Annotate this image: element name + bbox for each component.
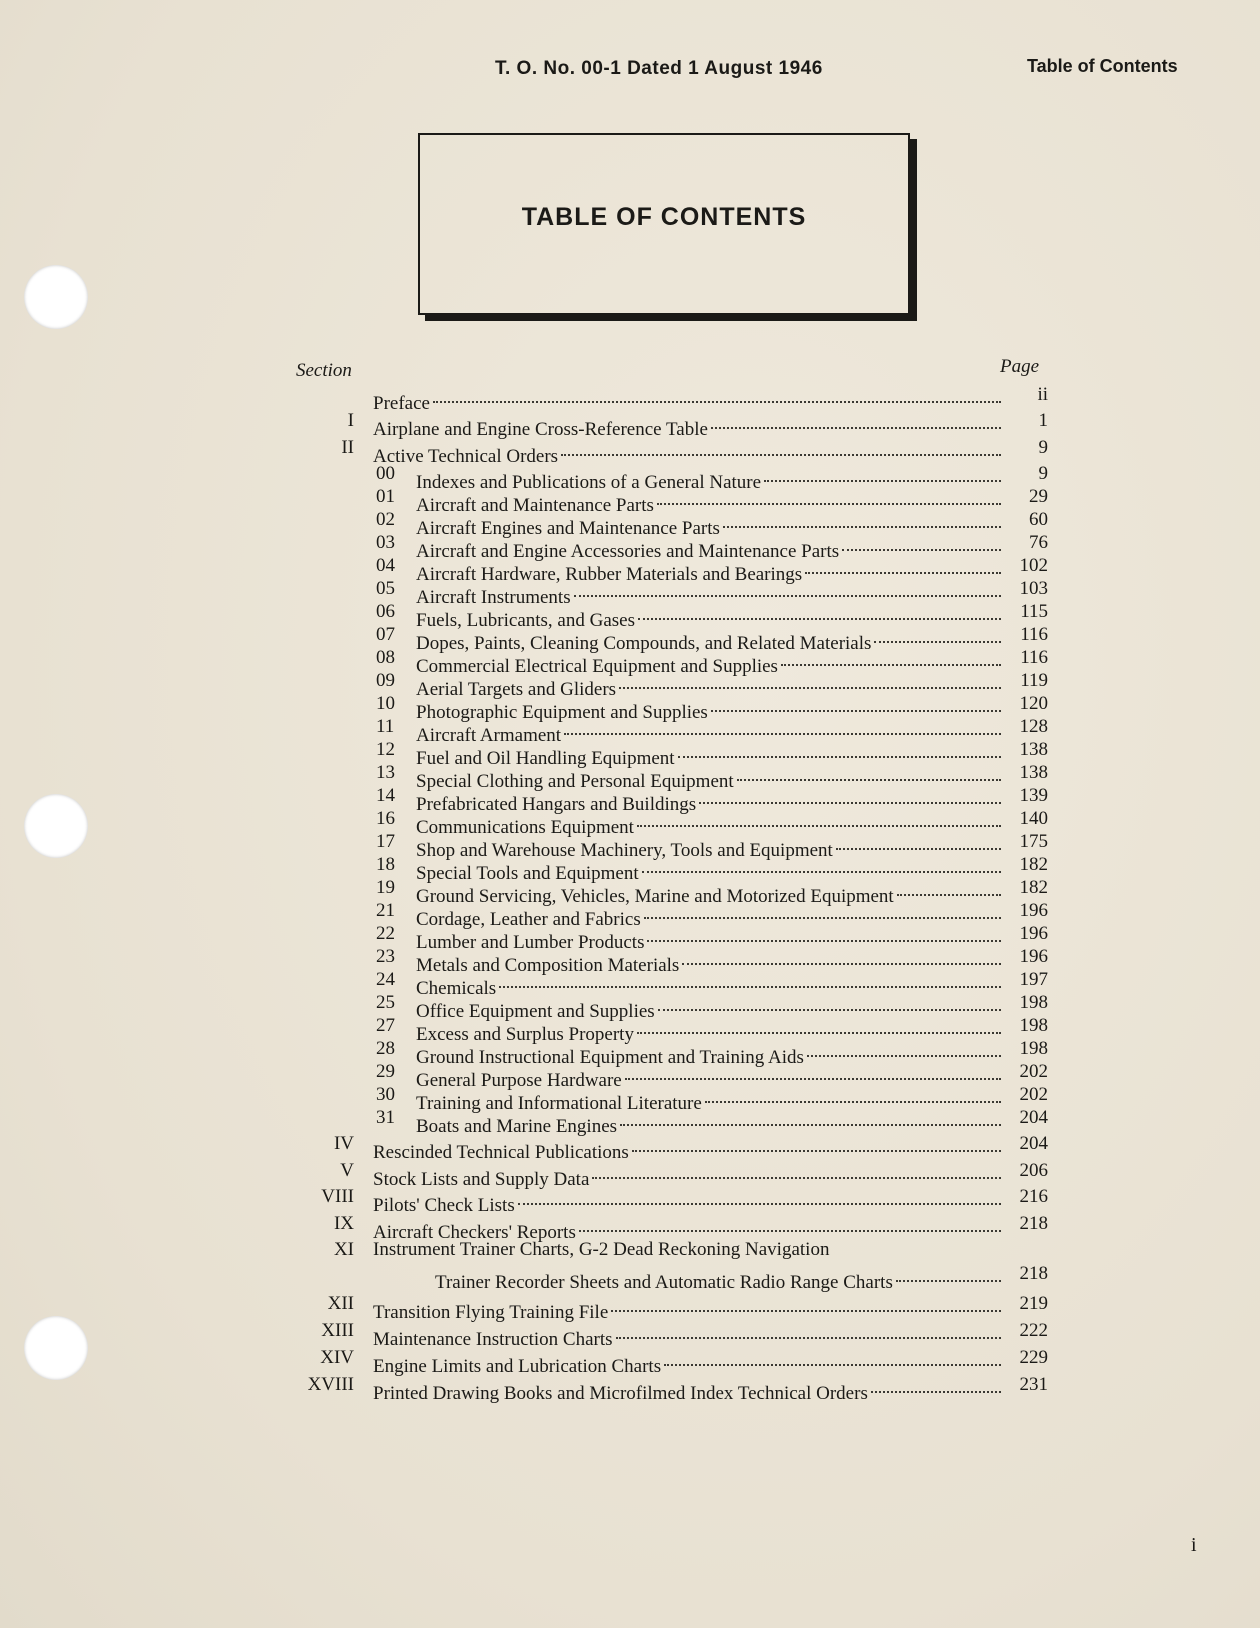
toc-page-number: 76 <box>1029 532 1048 553</box>
toc-entry-title: Aircraft Instruments <box>416 587 571 608</box>
toc-page-number: 222 <box>1019 1320 1048 1341</box>
toc-subentry <box>0 899 1260 930</box>
dot-leader <box>620 1100 1001 1126</box>
toc-entry-title: Fuels, Lubricants, and Gases <box>416 610 635 631</box>
toc-page-number: ii <box>1037 384 1048 405</box>
toc-subentry-number: 00 <box>376 463 395 484</box>
toc-section-number: XII <box>327 1293 354 1314</box>
toc-page-number: 103 <box>1019 578 1048 599</box>
toc-page-number: 116 <box>1020 624 1048 645</box>
page-folio: i <box>1191 1534 1197 1556</box>
dot-leader <box>871 1367 1001 1393</box>
toc-entry-title: Dopes, Paints, Cleaning Compounds, and Related Materials <box>416 633 872 654</box>
toc-subentry <box>0 485 1260 516</box>
dot-leader <box>632 1126 1001 1152</box>
toc-page-number: 202 <box>1019 1061 1048 1082</box>
toc-subentry <box>0 830 1260 861</box>
toc-entry <box>0 1346 1260 1377</box>
toc-subentry-number: 30 <box>376 1084 395 1105</box>
toc-subentry <box>0 738 1260 769</box>
toc-entry-title: Lumber and Lumber Products <box>416 932 645 953</box>
toc-subentry <box>0 623 1260 654</box>
toc-entry-title: Engine Limits and Lubrication Charts <box>373 1356 662 1377</box>
toc-page-number: 198 <box>1019 992 1048 1013</box>
toc-entry-title: Boats and Marine Engines <box>416 1116 618 1137</box>
toc-entry-title: Transition Flying Training File <box>373 1302 609 1323</box>
toc-page-number: 120 <box>1019 693 1048 714</box>
toc-page-number: 197 <box>1019 969 1048 990</box>
toc-subentry <box>0 577 1260 608</box>
dot-leader <box>664 1340 1001 1366</box>
toc-subentry <box>0 715 1260 746</box>
toc-page-number: 115 <box>1020 601 1048 622</box>
toc-entry-title: Pilots' Check Lists <box>373 1195 515 1216</box>
toc-entry-title: Aircraft and Engine Accessories and Maintenance Parts <box>416 541 840 562</box>
toc-entry-title: Indexes and Publications of a General Nature <box>416 472 762 493</box>
toc-subentry-number: 02 <box>376 509 395 530</box>
toc-subentry-number: 22 <box>376 923 395 944</box>
page-column-header: Page <box>1000 356 1040 377</box>
toc-subentry-number: 07 <box>376 624 395 645</box>
toc-page-number: 139 <box>1019 785 1048 806</box>
dot-leader <box>579 1206 1001 1232</box>
toc-page-number: 60 <box>1029 509 1048 530</box>
header-section-title: Table of Contents <box>1027 56 1178 76</box>
toc-subentry-number: 25 <box>376 992 395 1013</box>
toc-entry-title: Shop and Warehouse Machinery, Tools and Equipment <box>416 840 833 861</box>
toc-page-number: 198 <box>1019 1038 1048 1059</box>
toc-subentry-number: 12 <box>376 739 395 760</box>
toc-page-number: 1 <box>1038 410 1048 431</box>
toc-section-number: IX <box>333 1213 354 1234</box>
toc-page-number: 116 <box>1020 647 1048 668</box>
toc-section-number: V <box>340 1160 354 1181</box>
toc-subentry <box>0 508 1260 539</box>
toc-entry-title: Aircraft Checkers' Reports <box>373 1222 576 1243</box>
toc-subentry-number: 24 <box>376 969 395 990</box>
toc-page-number: 128 <box>1019 716 1048 737</box>
toc-page-number: 219 <box>1019 1293 1048 1314</box>
toc-subentry-number: 01 <box>376 486 395 507</box>
toc-entry-title: Office Equipment and Supplies <box>416 1001 655 1022</box>
toc-entry-title: Airplane and Engine Cross-Reference Table <box>373 419 708 440</box>
toc-subentry <box>0 669 1260 700</box>
toc-subentry-number: 29 <box>376 1061 395 1082</box>
toc-subentry <box>0 600 1260 631</box>
dot-leader <box>711 403 1001 429</box>
toc-entry-title-line2: Trainer Recorder Sheets and Automatic Radio Range Charts <box>435 1272 893 1293</box>
toc-subentry <box>0 922 1260 953</box>
toc-entry-title: Prefabricated Hangars and Buildings <box>416 794 697 815</box>
toc-page-number: 140 <box>1019 808 1048 829</box>
toc-page-number: 119 <box>1020 670 1048 691</box>
toc-page-number: 204 <box>1019 1107 1048 1128</box>
section-column-header: Section <box>296 360 352 381</box>
toc-page-number: 9 <box>1038 463 1048 484</box>
toc-entry-title: Fuel and Oil Handling Equipment <box>416 748 675 769</box>
dot-leader <box>592 1153 1001 1179</box>
toc-section-number: VIII <box>321 1186 354 1207</box>
toc-section-number: II <box>341 437 354 458</box>
toc-page-number: 175 <box>1019 831 1048 852</box>
toc-entry-title: Active Technical Orders <box>373 446 559 467</box>
toc-subentry <box>0 761 1260 792</box>
toc-entry-title: Photographic Equipment and Supplies <box>416 702 708 723</box>
toc-page-number: 229 <box>1019 1347 1048 1368</box>
toc-subentry <box>0 807 1260 838</box>
toc-page-number: 138 <box>1019 739 1048 760</box>
toc-subentry <box>0 1106 1260 1137</box>
toc-entry <box>0 383 1260 414</box>
page-title: TABLE OF CONTENTS <box>521 202 807 231</box>
toc-page-number: 29 <box>1029 486 1048 507</box>
toc-section-number: IV <box>333 1133 354 1154</box>
toc-section-number: XVIII <box>307 1374 354 1395</box>
toc-subentry <box>0 876 1260 907</box>
toc-page-number: 206 <box>1019 1160 1048 1181</box>
toc-entry-body <box>373 1373 1007 1406</box>
toc-entry-title: Ground Servicing, Vehicles, Marine and Motorized Equipment <box>416 886 894 907</box>
dot-leader <box>616 1313 1001 1339</box>
toc-subentry-number: 16 <box>376 808 395 829</box>
toc-page-number: 138 <box>1019 762 1048 783</box>
header-document-number: T. O. No. 00-1 Dated 1 August 1946 <box>495 58 823 79</box>
toc-page-number: 196 <box>1019 923 1048 944</box>
toc-entry-title: Aerial Targets and Gliders <box>416 679 617 700</box>
toc-entry-title: Metals and Composition Materials <box>416 955 680 976</box>
toc-subentry-number: 11 <box>376 716 395 737</box>
dot-leader <box>561 430 1001 456</box>
toc-entry-title: Aircraft Hardware, Rubber Materials and Bearings <box>416 564 803 585</box>
toc-subentry-number: 19 <box>376 877 395 898</box>
toc-subentry <box>0 531 1260 562</box>
toc-subentry <box>0 784 1260 815</box>
toc-subentry <box>0 968 1260 999</box>
punch-hole <box>24 265 88 329</box>
toc-section-number: I <box>347 410 354 431</box>
toc-page-number: 204 <box>1019 1133 1048 1154</box>
dot-leader <box>518 1179 1001 1205</box>
toc-page-number: 216 <box>1019 1186 1048 1207</box>
toc-section-number: XIII <box>321 1320 354 1341</box>
toc-subentry-number: 03 <box>376 532 395 553</box>
toc-subentry-number: 17 <box>376 831 395 852</box>
toc-page-number: 196 <box>1019 946 1048 967</box>
toc-subentry-number: 18 <box>376 854 395 875</box>
toc-page-number: 198 <box>1019 1015 1048 1036</box>
toc-entry-title: Special Clothing and Personal Equipment <box>416 771 734 792</box>
toc-entry <box>0 1373 1260 1404</box>
toc-entry-title: Excess and Surplus Property <box>416 1024 634 1045</box>
toc-entry-title: Special Tools and Equipment <box>416 863 639 884</box>
toc-entry-title: General Purpose Hardware <box>416 1070 622 1091</box>
toc-section-number: XI <box>333 1239 354 1260</box>
toc-entry <box>0 436 1260 467</box>
toc-entry <box>0 1212 1260 1243</box>
toc-entry-title: Training and Informational Literature <box>416 1093 702 1114</box>
toc-entry-title: Rescinded Technical Publications <box>373 1142 629 1163</box>
toc-section-number: XIV <box>320 1347 354 1368</box>
toc-page-number: 231 <box>1019 1374 1048 1395</box>
dot-leader <box>433 377 1001 403</box>
toc-subentry-number: 06 <box>376 601 395 622</box>
toc-entry-title: Aircraft and Maintenance Parts <box>416 495 654 516</box>
toc-subentry-number: 09 <box>376 670 395 691</box>
toc-subentry-number: 23 <box>376 946 395 967</box>
toc-subentry-number: 14 <box>376 785 395 806</box>
toc-entry-title: Stock Lists and Supply Data <box>373 1169 590 1190</box>
toc-entry-title: Commercial Electrical Equipment and Supplies <box>416 656 778 677</box>
toc-entry-title: Instrument Trainer Charts, G-2 Dead Reckoning Navigation <box>373 1239 830 1260</box>
toc-entry-title: Preface <box>373 393 430 414</box>
toc-subentry-number: 04 <box>376 555 395 576</box>
toc-entry-title: Chemicals <box>416 978 497 999</box>
toc-entry-title: Printed Drawing Books and Microfilmed Index Technical Orders <box>373 1383 868 1404</box>
toc-subentry <box>0 1060 1260 1091</box>
toc-page-number: 218 <box>1019 1213 1048 1234</box>
toc-page-number: 202 <box>1019 1084 1048 1105</box>
toc-subentry-number: 31 <box>376 1107 395 1128</box>
toc-subentry-number: 21 <box>376 900 395 921</box>
toc-page-number: 102 <box>1019 555 1048 576</box>
toc-entry-title: Communications Equipment <box>416 817 634 838</box>
toc-subentry <box>0 991 1260 1022</box>
toc-entry-title: Cordage, Leather and Fabrics <box>416 909 641 930</box>
toc-page-number: 182 <box>1019 877 1048 898</box>
toc-page-number: 182 <box>1019 854 1048 875</box>
toc-entry-title: Aircraft Armament <box>416 725 562 746</box>
toc-subentry <box>0 462 1260 493</box>
toc-entry-title: Ground Instructional Equipment and Training Aids <box>416 1047 804 1068</box>
toc-entry-title: Aircraft Engines and Maintenance Parts <box>416 518 720 539</box>
toc-page-number: 218 <box>1019 1263 1048 1284</box>
toc-subentry-number: 10 <box>376 693 395 714</box>
toc-entry-title: Maintenance Instruction Charts <box>373 1329 613 1350</box>
toc-subentry-number: 08 <box>376 647 395 668</box>
toc-subentry <box>0 853 1260 884</box>
toc-entry <box>0 1319 1260 1350</box>
toc-page-number: 9 <box>1038 437 1048 458</box>
dot-leader <box>611 1286 1001 1312</box>
toc-subentry <box>0 1014 1260 1045</box>
toc-entry <box>0 1238 1260 1293</box>
toc-subentry-number: 05 <box>376 578 395 599</box>
toc-subentry-number: 13 <box>376 762 395 783</box>
toc-subentry-number: 27 <box>376 1015 395 1036</box>
title-box <box>418 133 910 315</box>
dot-leader <box>896 1256 1001 1282</box>
toc-page-number: 196 <box>1019 900 1048 921</box>
toc-subentry-number: 28 <box>376 1038 395 1059</box>
